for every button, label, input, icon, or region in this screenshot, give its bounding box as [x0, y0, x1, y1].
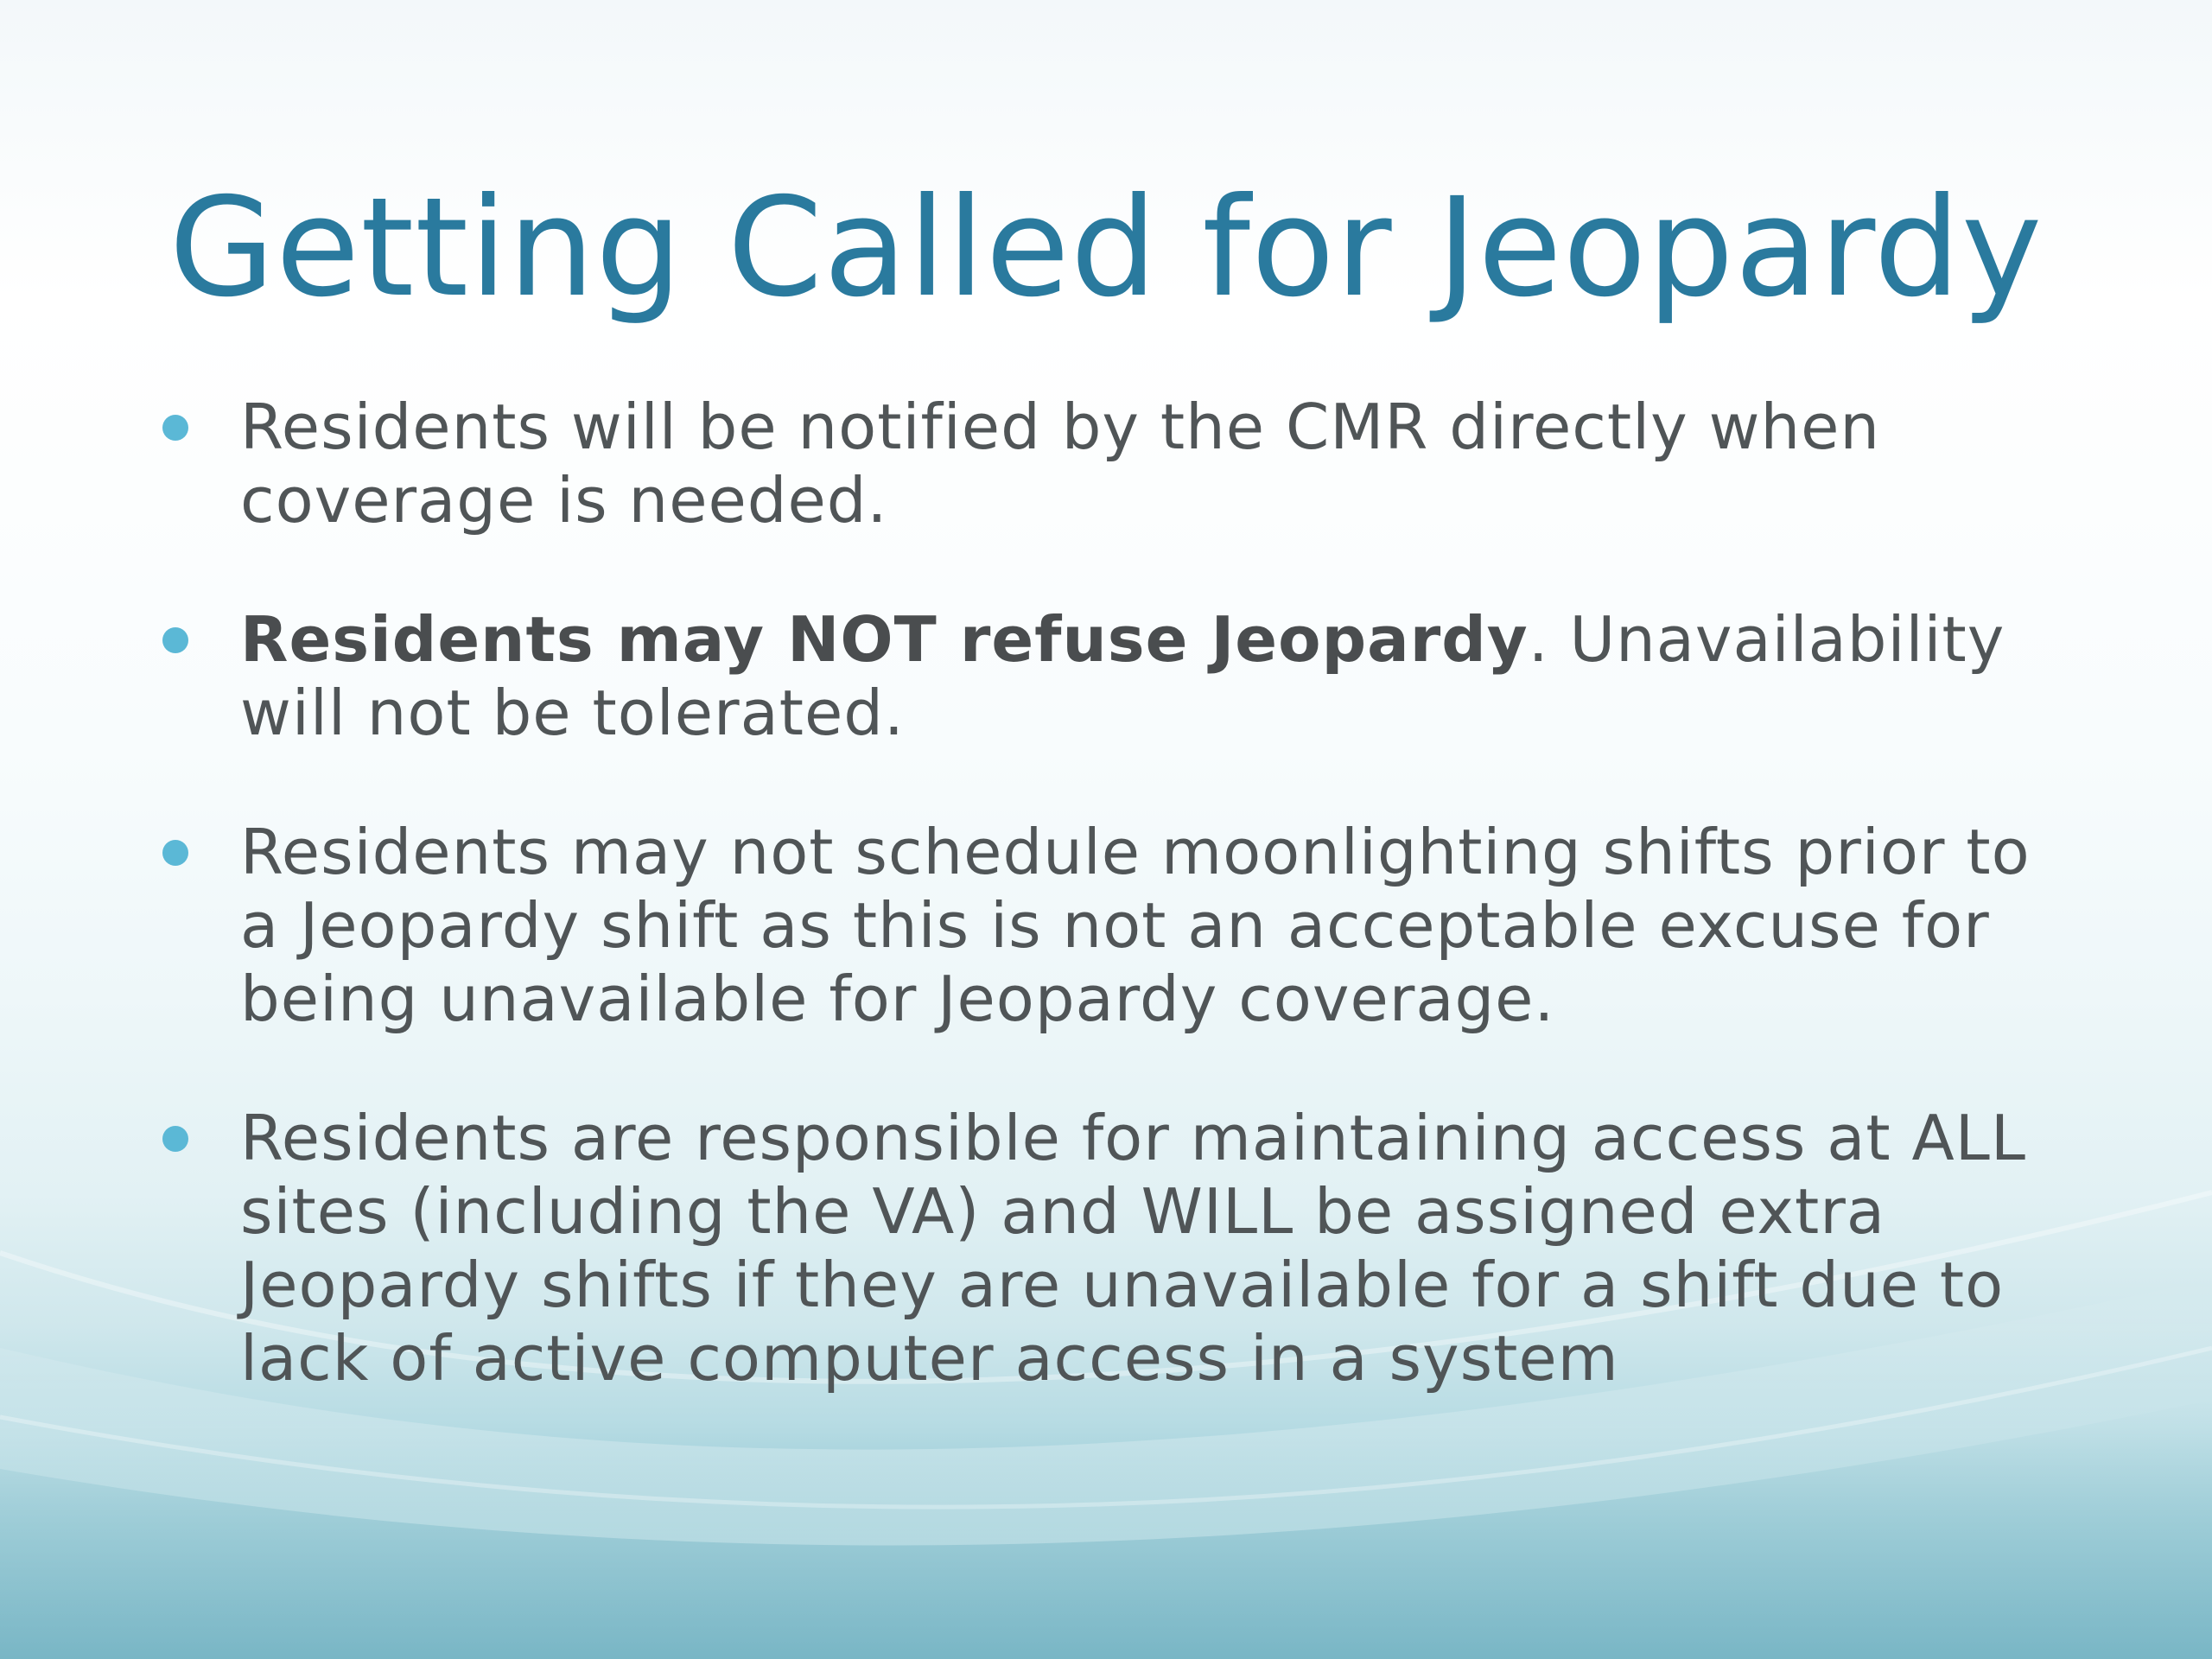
bullet-dot-icon	[162, 840, 188, 866]
bullet-dot-icon	[162, 415, 188, 441]
bullet-list	[154, 391, 2055, 1461]
slide-title: Getting Called for Jeopardy	[168, 168, 2044, 327]
bullet-body-text: . Unavailability will not be tolerated.	[240, 603, 2005, 749]
bullet-dot-icon	[162, 627, 188, 653]
bullet-text	[240, 816, 2055, 1036]
bullet-item	[154, 603, 2055, 750]
bullet-text	[240, 1102, 2055, 1395]
bullet-item	[154, 816, 2055, 1036]
bullet-dot-icon	[162, 1126, 188, 1152]
bullet-body-text: Residents are responsible for maintaining access at ALL sites (including the VA) and WILL be assigned extra Jeopardy shifts if they are unavailable for a shift due to lack of active computer access in a system	[240, 1102, 2027, 1395]
bullet-text	[240, 603, 2055, 750]
bullet-item	[154, 1102, 2055, 1395]
bullet-text	[240, 391, 2055, 537]
bullet-body-text: Residents may not schedule moonlighting shifts prior to a Jeopardy shift as this is not an acceptable excuse for being unavailable for Jeopardy coverage.	[240, 816, 2031, 1035]
bullet-bold-text: Residents may NOT refuse Jeopardy	[240, 603, 1529, 676]
bullet-body-text: Residents will be notified by the CMR directly when coverage is needed.	[240, 391, 1881, 537]
bullet-item	[154, 391, 2055, 537]
